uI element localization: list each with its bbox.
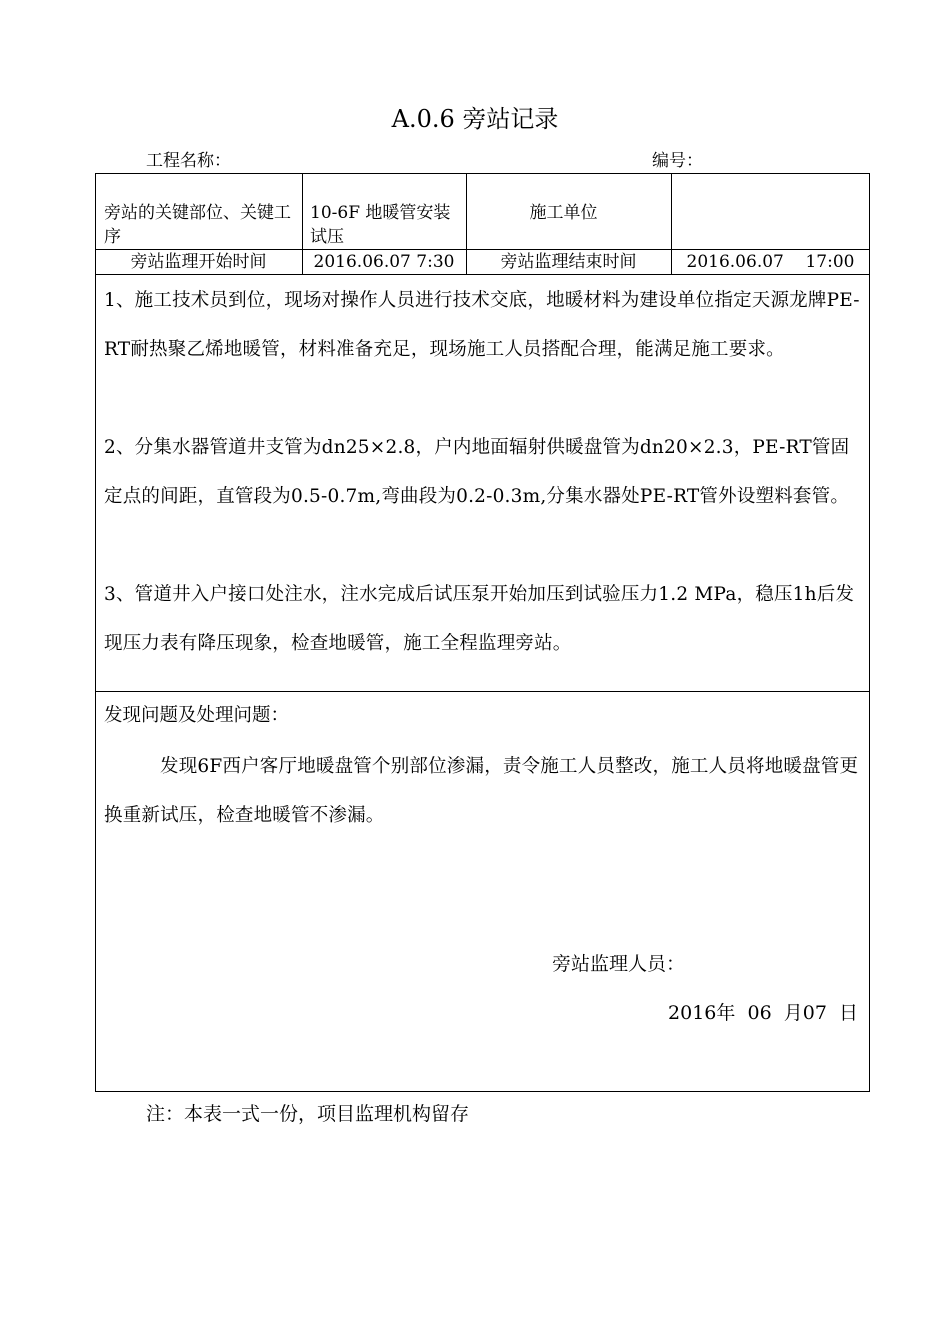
- number-label: 编号：: [652, 151, 703, 171]
- table-divider: [95, 274, 870, 275]
- content-paragraph-2: 2、分集水器管道井支管为dn25×2.8，户内地面辐射供暖盘管为dn20×2.3，PE-RT管固定点的间距，直管段为0.5-0.7m,弯曲段为0.2-0.3m,分集水器处PE-RT管外设塑料套管。: [104, 437, 850, 507]
- construction-unit-label: 施工单位: [529, 203, 598, 223]
- supervisor-label: 旁站监理人员：: [552, 953, 686, 975]
- issues-label: 发现问题及处理问题：: [104, 705, 290, 726]
- start-time-value: 2016.06.07 7:30: [313, 252, 455, 272]
- key-part-label: 旁站的关键部位、关键工序: [104, 203, 291, 247]
- footer-note: 注：本表一式一份，项目监理机构留存: [146, 1103, 470, 1125]
- key-part-value: 10-6F 地暖管安装试压: [310, 203, 451, 247]
- end-time-label: 旁站监理结束时间: [500, 252, 637, 272]
- document-title: A.0.6 旁站记录: [391, 105, 559, 133]
- start-time-label: 旁站监理开始时间: [130, 252, 267, 272]
- table-divider: [95, 691, 870, 692]
- issues-text: 发现6F西户客厅地暖盘管个别部位渗漏，责令施工人员整改，施工人员将地暖盘管更换重新试压，检查地暖管不渗漏。: [104, 756, 859, 826]
- project-name-label: 工程名称：: [146, 151, 231, 171]
- content-paragraph-1: 1、施工技术员到位，现场对操作人员进行技术交底，地暖材料为建设单位指定天源龙牌PE-RT耐热聚乙烯地暖管，材料准备充足，现场施工人员搭配合理，能满足施工要求。: [104, 290, 860, 360]
- content-paragraph-3: 3、管道井入户接口处注水，注水完成后试压泵开始加压到试验压力1.2 MPa，稳压1h后发现压力表有降压现象，检查地暖管，施工全程监理旁站。: [104, 584, 855, 654]
- record-date: 2016年 06 月07 日: [668, 1002, 858, 1024]
- end-time-value: 2016.06.07 17:00: [686, 252, 855, 272]
